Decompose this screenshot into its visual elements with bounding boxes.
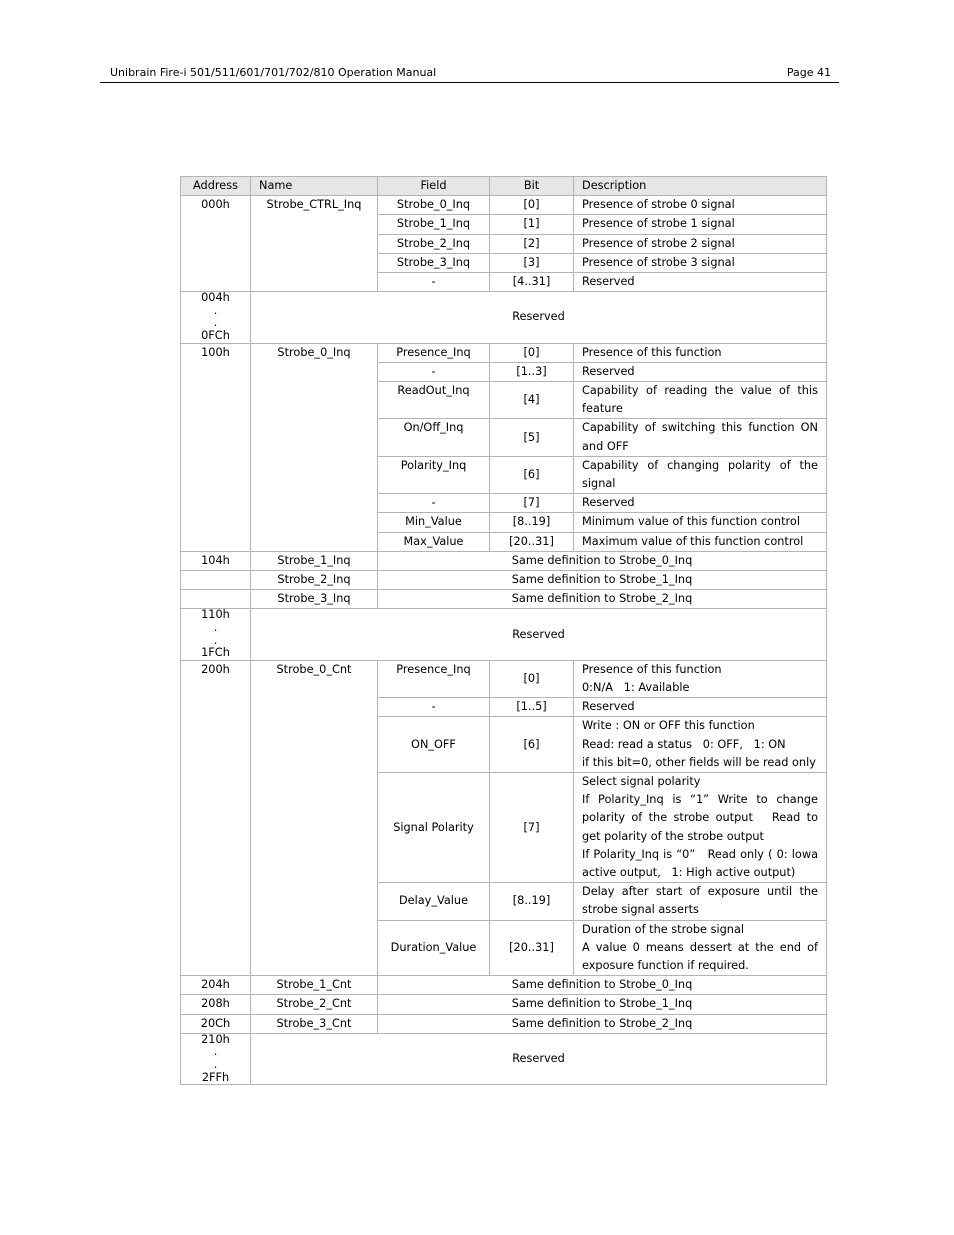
description-line: Presence of this function: [582, 662, 722, 676]
field-cell: Min_Value: [378, 513, 490, 532]
name-cell: Strobe_1_Cnt: [251, 976, 378, 995]
bit-cell: [3]: [490, 253, 574, 272]
description-cell: Delay after start of exposure until the strobe signal asserts: [574, 883, 827, 920]
table-row: [181, 1014, 827, 1033]
name-cell: Strobe_CTRL_Inq: [251, 196, 378, 292]
field-cell: Strobe_3_Inq: [378, 253, 490, 272]
bit-cell: [0]: [490, 343, 574, 362]
same-definition-cell: Same definition to Strobe_1_Inq: [378, 571, 827, 590]
description-line: If Polarity_Inq is “0” Read only ( 0: lowa active output, 1: High active output): [582, 847, 818, 880]
reserved-cell: Reserved: [251, 609, 827, 660]
bit-cell: [6]: [490, 717, 574, 773]
description-cell: Capability of changing polarity of the signal: [574, 456, 827, 493]
bit-cell: [8..19]: [490, 883, 574, 920]
bit-cell: [1]: [490, 215, 574, 234]
name-cell: Strobe_3_Inq: [251, 590, 378, 609]
description-line: 0:N/A 1: Available: [582, 681, 690, 695]
name-cell: Strobe_0_Inq: [251, 343, 378, 551]
document-title: Unibrain Fire-i 501/511/601/701/702/810 Operation Manual: [110, 66, 437, 79]
description-cell: Presence of strobe 1 signal: [574, 215, 827, 234]
address-cell: 204h: [181, 976, 251, 995]
table-row: [181, 571, 827, 590]
table-header-row: [181, 177, 827, 196]
name-cell: Strobe_1_Inq: [251, 551, 378, 570]
bit-cell: [8..19]: [490, 513, 574, 532]
address-range-cell: [181, 292, 251, 343]
bit-cell: [4]: [490, 382, 574, 419]
description-line: Duration of the strobe signal: [582, 922, 745, 936]
address-to: 2FFh: [201, 1070, 230, 1084]
field-cell: On/Off_Inq: [378, 419, 490, 456]
address-cell: [181, 571, 251, 590]
field-cell: -: [378, 362, 490, 381]
field-cell: -: [378, 494, 490, 513]
description-cell: Reserved: [574, 698, 827, 717]
address-from: 110h: [201, 608, 230, 622]
table-row: [181, 196, 827, 215]
field-cell: Max_Value: [378, 532, 490, 551]
address-cell: 208h: [181, 995, 251, 1014]
field-cell: Strobe_1_Inq: [378, 215, 490, 234]
reserved-row: [181, 609, 827, 660]
description-line: if this bit=0, other fields will be read only: [582, 755, 816, 769]
bit-cell: [20..31]: [490, 532, 574, 551]
description-line: If Polarity_Inq is “1” Write to change polarity of the strobe output Read to get polarity of the strobe output: [582, 793, 818, 843]
table-row: [181, 660, 827, 697]
bit-cell: [1..3]: [490, 362, 574, 381]
field-cell: Presence_Inq: [378, 343, 490, 362]
column-header-bit: Bit: [490, 177, 574, 196]
reserved-row: [181, 1033, 827, 1084]
description-cell: Minimum value of this function control: [574, 513, 827, 532]
name-cell: Strobe_3_Cnt: [251, 1014, 378, 1033]
column-header-name: Name: [251, 177, 378, 196]
address-cell: 200h: [181, 660, 251, 975]
description-line: Read: read a status 0: OFF, 1: ON: [582, 737, 786, 751]
address-to: 0FCh: [201, 329, 230, 342]
description-cell: Presence of strobe 3 signal: [574, 253, 827, 272]
address-to: 1FCh: [201, 646, 230, 660]
address-range-cell: [181, 1033, 251, 1084]
range-dot: .: [213, 303, 218, 317]
table-row: [181, 551, 827, 570]
bit-cell: [1..5]: [490, 698, 574, 717]
field-cell: Polarity_Inq: [378, 456, 490, 493]
name-cell: Strobe_0_Cnt: [251, 660, 378, 975]
bit-cell: [7]: [490, 494, 574, 513]
description-cell: Presence of strobe 0 signal: [574, 196, 827, 215]
register-table: [180, 176, 827, 1085]
address-from: 210h: [201, 1033, 230, 1046]
description-cell: [574, 920, 827, 976]
description-cell: Reserved: [574, 362, 827, 381]
bit-cell: [5]: [490, 419, 574, 456]
description-cell: Presence of this function: [574, 343, 827, 362]
address-from: 004h: [201, 291, 230, 305]
address-cell: 20Ch: [181, 1014, 251, 1033]
range-dot: .: [213, 621, 218, 635]
bit-cell: [2]: [490, 234, 574, 253]
address-cell: 100h: [181, 343, 251, 551]
description-cell: Maximum value of this function control: [574, 532, 827, 551]
field-cell: Presence_Inq: [378, 660, 490, 697]
description-cell: [574, 717, 827, 773]
address-cell: [181, 590, 251, 609]
range-dot: .: [213, 316, 218, 330]
bit-cell: [0]: [490, 660, 574, 697]
address-cell: 000h: [181, 196, 251, 292]
bit-cell: [0]: [490, 196, 574, 215]
description-cell: Presence of strobe 2 signal: [574, 234, 827, 253]
field-cell: Strobe_2_Inq: [378, 234, 490, 253]
reserved-cell: Reserved: [251, 292, 827, 343]
page-header: [100, 66, 839, 83]
same-definition-cell: Same definition to Strobe_0_Inq: [378, 551, 827, 570]
description-cell: Reserved: [574, 494, 827, 513]
name-cell: Strobe_2_Cnt: [251, 995, 378, 1014]
column-header-address: Address: [181, 177, 251, 196]
range-dot: .: [213, 633, 218, 647]
same-definition-cell: Same definition to Strobe_2_Inq: [378, 590, 827, 609]
field-cell: Strobe_0_Inq: [378, 196, 490, 215]
reserved-cell: Reserved: [251, 1033, 827, 1084]
description-line: A value 0 means dessert at the end of exposure function if required.: [582, 940, 818, 973]
table-row: [181, 590, 827, 609]
bit-cell: [7]: [490, 773, 574, 883]
field-cell: Duration_Value: [378, 920, 490, 976]
field-cell: -: [378, 273, 490, 292]
same-definition-cell: Same definition to Strobe_1_Inq: [378, 995, 827, 1014]
description-cell: [574, 660, 827, 697]
field-cell: -: [378, 698, 490, 717]
same-definition-cell: Same definition to Strobe_2_Inq: [378, 1014, 827, 1033]
reserved-row: [181, 292, 827, 343]
field-cell: Signal Polarity: [378, 773, 490, 883]
column-header-field: Field: [378, 177, 490, 196]
table-row: [181, 343, 827, 362]
bit-cell: [4..31]: [490, 273, 574, 292]
bit-cell: [6]: [490, 456, 574, 493]
description-cell: Capability of switching this function ON and OFF: [574, 419, 827, 456]
field-cell: ReadOut_Inq: [378, 382, 490, 419]
bit-cell: [20..31]: [490, 920, 574, 976]
description-line: Select signal polarity: [582, 775, 701, 789]
description-cell: Capability of reading the value of this feature: [574, 382, 827, 419]
field-cell: ON_OFF: [378, 717, 490, 773]
description-cell: [574, 773, 827, 883]
table-row: [181, 995, 827, 1014]
same-definition-cell: Same definition to Strobe_0_Inq: [378, 976, 827, 995]
address-range-cell: [181, 609, 251, 660]
range-dot: .: [213, 1058, 218, 1072]
table-row: [181, 976, 827, 995]
page-number: Page 41: [786, 66, 831, 79]
range-dot: .: [213, 1045, 218, 1059]
column-header-description: Description: [574, 177, 827, 196]
description-line: Write : ON or OFF this function: [582, 719, 755, 733]
name-cell: Strobe_2_Inq: [251, 571, 378, 590]
description-cell: Reserved: [574, 273, 827, 292]
address-cell: 104h: [181, 551, 251, 570]
field-cell: Delay_Value: [378, 883, 490, 920]
